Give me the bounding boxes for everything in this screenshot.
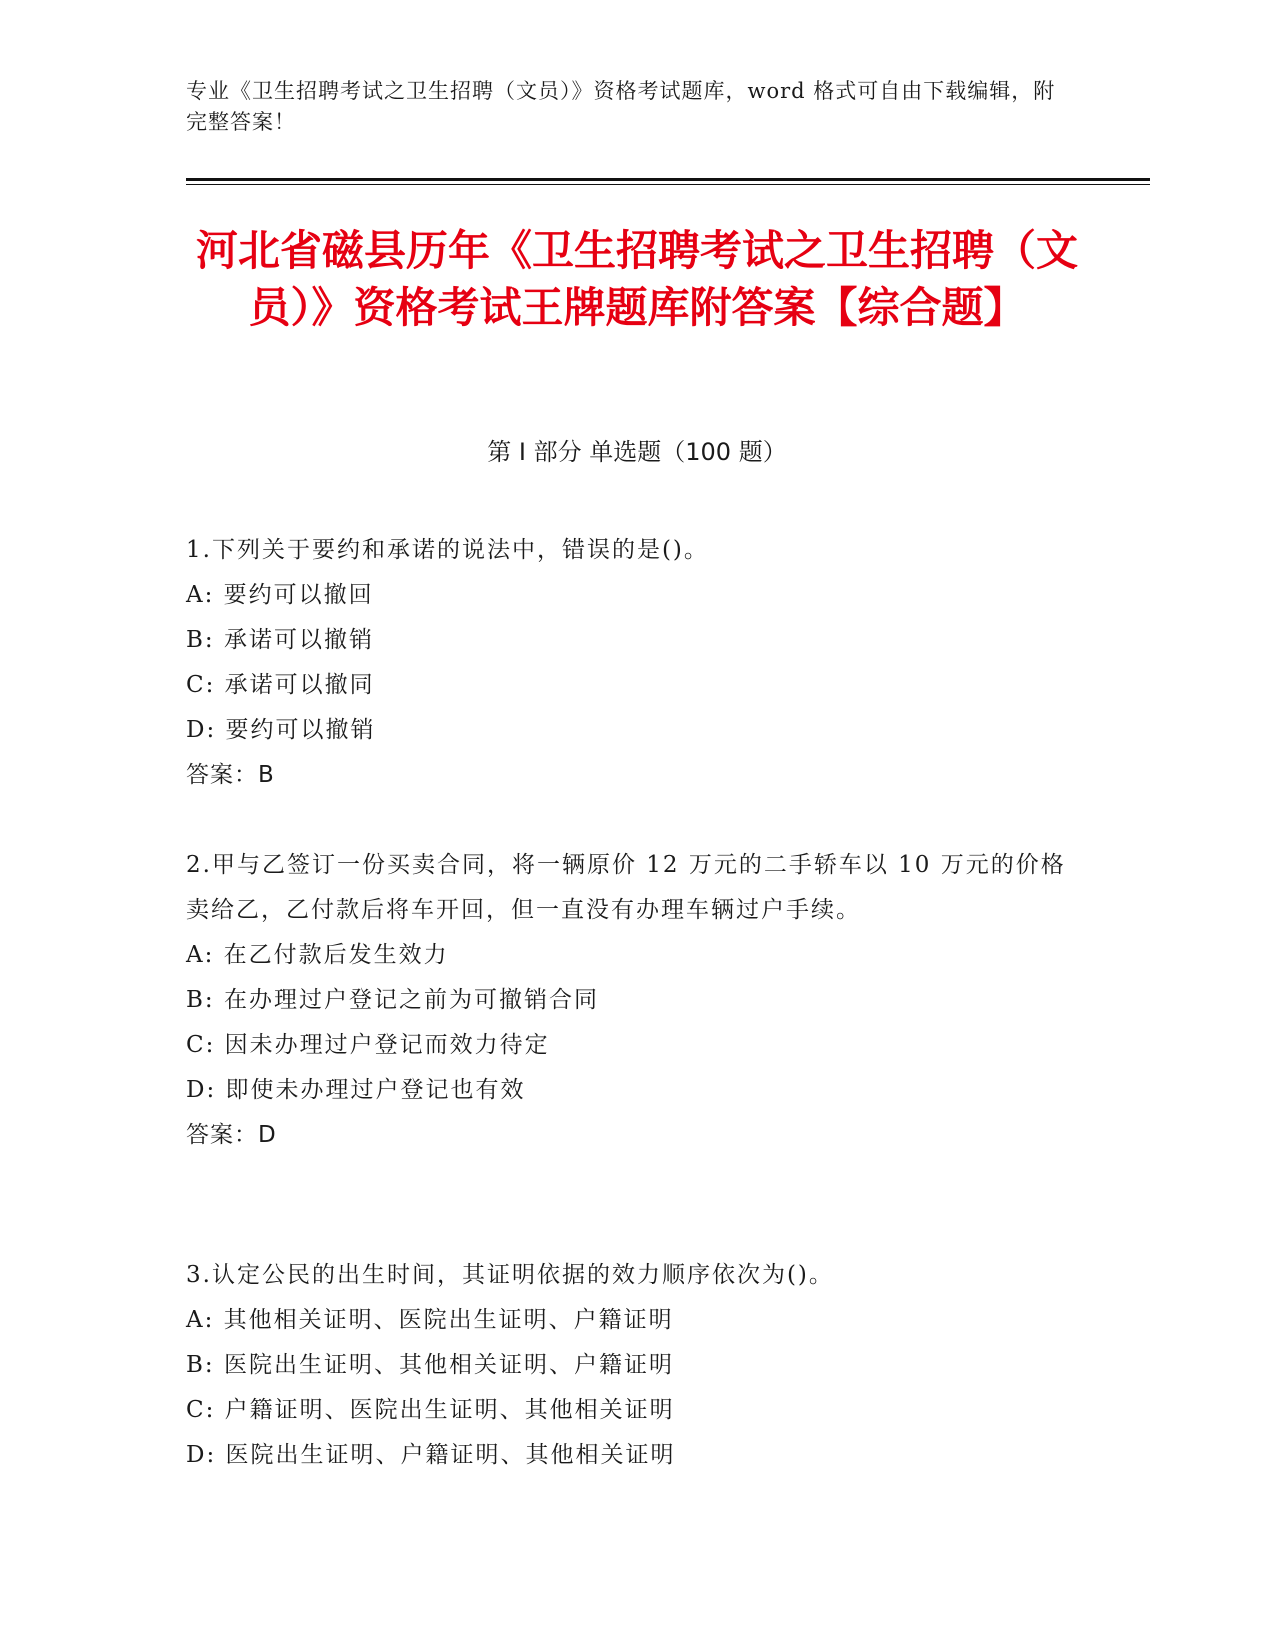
header-note: 专业《卫生招聘考试之卫生招聘（文员）》资格考试题库，word 格式可自由下载编辑，附完整答案！ [186,79,1056,134]
option-a: A: 要约可以撤回 [186,582,374,608]
answer: 答案：B [186,762,275,788]
question-text: 2.甲与乙签订一份买卖合同，将一辆原价 12 万元的二手轿车以 10 万元的价格卖给乙，乙付款后将车开回，但一直没有办理车辆过户手续。 [186,852,1066,923]
question-2 [186,843,1066,1158]
option-a: A: 在乙付款后发生效力 [186,942,449,968]
document-title: 河北省磁县历年《卫生招聘考试之卫生招聘（文员）》资格考试王牌题库附答案【综合题】 [195,226,1078,332]
option-a: A: 其他相关证明、医院出生证明、户籍证明 [186,1307,674,1333]
option-d: D: 要约可以撤销 [186,717,376,743]
option-d: D: 医院出生证明、户籍证明、其他相关证明 [186,1442,676,1468]
option-c: C: 因未办理过户登记而效力待定 [186,1032,550,1058]
option-b: B: 承诺可以撤销 [186,627,374,653]
option-c: C: 承诺可以撤同 [186,672,375,698]
option-b: B: 医院出生证明、其他相关证明、户籍证明 [186,1352,674,1378]
question-1 [186,528,1066,798]
option-d: D: 即使未办理过户登记也有效 [186,1077,526,1103]
question-text: 1.下列关于要约和承诺的说法中，错误的是()。 [186,537,709,563]
option-b: B: 在办理过户登记之前为可撤销合同 [186,987,599,1013]
question-text: 3.认定公民的出生时间，其证明依据的效力顺序依次为()。 [186,1262,834,1288]
answer: 答案：D [186,1122,277,1148]
section-title: 第 I 部分 单选题（100 题） [487,438,787,466]
header-rule-thick [186,178,1150,181]
question-3 [186,1253,1066,1478]
option-c: C: 户籍证明、医院出生证明、其他相关证明 [186,1397,675,1423]
header-rule-thin [186,184,1150,185]
